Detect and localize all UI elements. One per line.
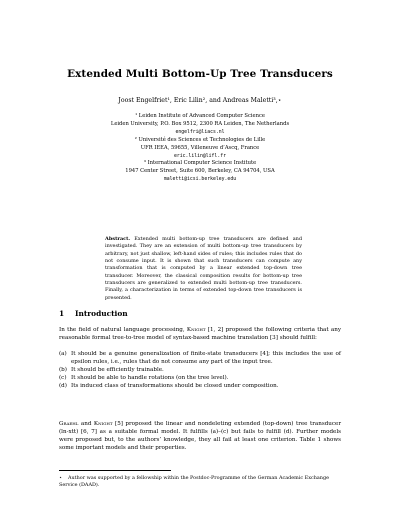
list-item-text: It should be efficiently trainable.	[71, 367, 164, 373]
affiliation-2-email: eric.lilin@lifl.fr	[174, 153, 226, 159]
author-name-graehl: Graehl	[59, 421, 79, 427]
list-item-text: It should be able to handle rotations (on the tree level).	[71, 375, 229, 381]
footnote-divider	[59, 470, 171, 471]
list-item	[59, 382, 341, 390]
list-item	[59, 374, 341, 382]
intro-p1-text-a: In the field of natural language processing,	[59, 327, 187, 333]
paper-title: Extended Multi Bottom-Up Tree Transducers	[67, 68, 333, 80]
affiliation-3-email: maletti@icsi.berkeley.edu	[163, 177, 237, 183]
affiliation-1-email: engelfri@liacs.nl	[175, 129, 225, 135]
footnote-mark: ⋆	[59, 475, 63, 481]
footnote	[59, 475, 341, 490]
criteria-list	[59, 350, 341, 390]
section-heading	[59, 309, 128, 318]
intro-paragraph-2	[59, 420, 341, 452]
affiliation-1-address: Leiden University, P.O. Box 9512, 2300 RA Leiden, The Netherlands	[110, 120, 290, 127]
author-line: Joost Engelfriet¹, Eric Lilin², and Andreas Maletti³,⋆	[118, 97, 282, 104]
section-title: Introduction	[75, 309, 128, 318]
section-number: 1	[59, 309, 65, 318]
affiliation-2-address: UFR IEEA, 59655, Villeneuve d’Ascq, France	[140, 144, 260, 151]
abstract	[105, 236, 302, 302]
intro-p1-text-b: [1, 2] proposed the following criteria that any reasonable formal tree-to-tree model of syntax-based machine translation [3] should fulfill:	[59, 327, 341, 341]
list-item-label: (c)	[59, 375, 67, 381]
list-item-label: (b)	[59, 367, 67, 373]
list-item	[59, 350, 341, 366]
intro-p2-text: [5] proposed the linear and nondeleting extended (top-down) tree transducer (ln-xtt) [6, 7] as a suitable formal model. It fulfills (a)–(c) but fails to fulfill (d). Further models were proposed but, to the authors’ knowledge, they all fail at least one criterion. Table 1 shows some important models and their properties.	[59, 421, 342, 451]
author-name-knight: Knight	[93, 421, 113, 427]
list-item-label: (d)	[59, 383, 67, 389]
abstract-label: Abstract.	[105, 236, 131, 242]
affiliation-3-name: ³ International Computer Science Institute	[143, 160, 257, 167]
affiliation-3-address: 1947 Center Street, Suite 600, Berkeley, CA 94704, USA	[125, 168, 275, 175]
intro-p2-and: and	[78, 421, 94, 427]
footnote-text: Author was supported by a fellowship within the Postdoc-Programme of the German Academic Exchange Service (DAAD).	[59, 475, 329, 489]
list-item-text: It should be a genuine generalization of finite-state transducers [4]; this includes the use of epsilon rules, i.e., rules that do not consume any part of the input tree.	[71, 351, 341, 365]
author-name-knight: Knight	[186, 327, 206, 333]
list-item-text: Its induced class of transformations should be closed under composition.	[71, 383, 279, 389]
list-item-label: (a)	[59, 351, 67, 357]
affiliation-2-name: ² Université des Sciences et Technologies de Lille	[134, 136, 266, 143]
list-item	[59, 366, 341, 374]
affiliations	[0, 113, 400, 184]
affiliation-1-name: ¹ Leiden Institute of Advanced Computer Science	[135, 113, 265, 119]
abstract-text: Extended multi bottom-up tree transducers are defined and investigated. They are an extension of multi bottom-up tree transducers by arbitrary, not just shallow, left-hand sides of rules; this includes rules that do not consume input. It is shown that such transducers can compute any transformation that is computed by a linear extended top-down tree transducer. Moreover, the classical composition results for bottom-up tree transducers are generalized to extended multi bottom-up tree transducers. Finally, a characterization in terms of extended top-down tree transducers is presented.	[105, 236, 302, 301]
intro-paragraph-1	[59, 326, 341, 342]
